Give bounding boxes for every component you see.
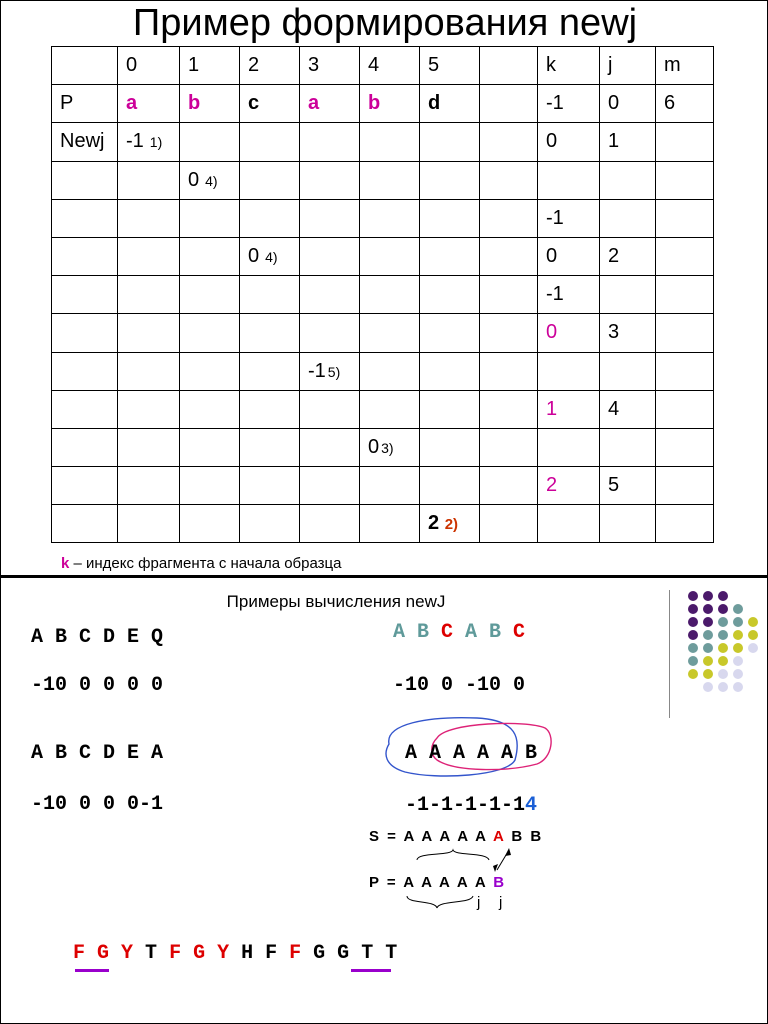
decorative-dot <box>718 643 728 653</box>
j-value: 4 <box>600 390 656 428</box>
sequence-letter: H <box>241 942 266 965</box>
k-value: -1 <box>538 276 600 314</box>
pattern-part: C <box>441 621 454 644</box>
decorative-dot <box>703 604 713 614</box>
decorative-dot <box>703 682 713 692</box>
sequence-letter: G <box>97 942 122 965</box>
decorative-dot <box>733 630 743 640</box>
slide-examples <box>0 576 768 1024</box>
newj-cell <box>360 428 420 466</box>
table-row <box>52 352 714 390</box>
table-row <box>52 199 714 237</box>
divider <box>669 590 670 718</box>
newj-table <box>51 46 714 543</box>
decorative-dot <box>748 630 758 640</box>
sequence-letter: T <box>361 942 386 965</box>
newj-cell <box>240 237 300 275</box>
j-value: 3 <box>600 314 656 352</box>
pattern-part: A B <box>393 621 442 644</box>
decorative-dot <box>718 617 728 627</box>
example1-values: -10 0 0 0 0 <box>31 674 164 697</box>
decorative-dot <box>688 643 698 653</box>
sequence-letter: F <box>169 942 194 965</box>
pattern-char: c <box>240 85 300 123</box>
decorative-dot <box>718 669 728 679</box>
p-line-part: B <box>493 874 507 891</box>
header-cell: j <box>600 47 656 85</box>
decorative-dot <box>733 656 743 666</box>
example3-values: -10 0 0 0-1 <box>31 793 164 816</box>
sequence-letter: G <box>313 942 338 965</box>
header-cell: k <box>538 47 600 85</box>
decorative-dot <box>718 591 728 601</box>
decorative-dot <box>733 643 743 653</box>
newj-cell <box>420 505 480 543</box>
legend-note <box>61 555 341 572</box>
table-row <box>52 428 714 466</box>
pattern-char: a <box>118 85 180 123</box>
decorative-dot <box>688 656 698 666</box>
pattern-char: b <box>180 85 240 123</box>
header-cell: 1 <box>180 47 240 85</box>
decorative-dot <box>703 591 713 601</box>
slide-title: Примеры вычисления newJ <box>226 592 446 611</box>
example1-pattern: A B C D E Q <box>31 626 164 649</box>
k-value: 0 <box>538 123 600 161</box>
s-line-part: B B <box>505 828 544 845</box>
decorative-dot <box>703 630 713 640</box>
decorative-dot <box>733 669 743 679</box>
k-value: 0 <box>538 237 600 275</box>
k-value: -1 <box>538 85 600 123</box>
pattern-char: a <box>300 85 360 123</box>
table-row <box>52 276 714 314</box>
s-line-part: A <box>492 828 506 845</box>
header-cell: 0 <box>118 47 180 85</box>
pattern-char: b <box>360 85 420 123</box>
header-cell: 2 <box>240 47 300 85</box>
m-value: 6 <box>656 85 714 123</box>
decorative-dot <box>703 669 713 679</box>
decorative-dot <box>688 604 698 614</box>
pattern-part: C <box>513 621 526 644</box>
decorative-dot <box>688 630 698 640</box>
decorative-dot <box>703 656 713 666</box>
step-label: 4) <box>265 249 278 266</box>
pattern-part: A B <box>453 621 514 644</box>
j-value: 5 <box>600 467 656 505</box>
slide-title: Пример формирования newj <box>132 2 638 44</box>
header-cell: 4 <box>360 47 420 85</box>
sequence-letter: Y <box>217 942 242 965</box>
newj-value: 2 <box>428 512 440 535</box>
step-label: 4) <box>205 172 218 189</box>
newj-value: 0 <box>368 435 380 458</box>
header-cell: m <box>656 47 714 85</box>
decorative-dot <box>688 669 698 679</box>
decorative-dots <box>685 590 768 702</box>
row-label: Newj <box>52 123 118 161</box>
pattern-char: d <box>420 85 480 123</box>
example4-values <box>405 794 537 817</box>
newj-cell <box>300 352 360 390</box>
decorative-dot <box>748 617 758 627</box>
newj-value: 0 <box>248 245 260 268</box>
decorative-dot <box>718 630 728 640</box>
decorative-dot <box>733 604 743 614</box>
sequence-letter: G <box>193 942 218 965</box>
sequence-letter: F <box>73 942 98 965</box>
table-row <box>52 314 714 352</box>
newj-value: -1 <box>308 359 326 382</box>
newj-value: 0 <box>188 168 200 191</box>
s-line-part: S = A A A A A <box>369 828 493 845</box>
decorative-dot <box>703 617 713 627</box>
k-value: 0 <box>538 314 600 352</box>
p-line <box>369 874 506 891</box>
decorative-dot <box>733 682 743 692</box>
decorative-dot <box>718 604 728 614</box>
j-value: 1 <box>600 123 656 161</box>
step-label: 2) <box>444 516 459 534</box>
newj-cell <box>118 123 180 161</box>
decorative-dot <box>688 617 698 627</box>
sequence-letter: T <box>145 942 170 965</box>
table-row <box>52 123 714 161</box>
j-label: j <box>477 894 481 911</box>
j-value: 0 <box>600 85 656 123</box>
step-label: 5) <box>327 363 341 380</box>
newj-value: -1 <box>126 130 144 153</box>
values-part: 4 <box>525 794 538 817</box>
example2-values: -10 0 -10 0 <box>393 674 526 697</box>
row-label: P <box>52 85 118 123</box>
decorative-dot <box>748 643 758 653</box>
s-line <box>369 828 543 845</box>
table-row-header <box>52 47 714 85</box>
example2-pattern <box>393 621 525 644</box>
sequence-letter: T <box>385 942 398 965</box>
underline-2 <box>351 969 391 972</box>
decorative-dot <box>703 643 713 653</box>
newj-cell <box>180 161 240 199</box>
sequence-letter: Y <box>121 942 146 965</box>
table-row-pattern <box>52 85 714 123</box>
sequence-letter: F <box>265 942 290 965</box>
bottom-sequence <box>73 942 397 965</box>
underline-1 <box>75 969 109 972</box>
values-part: -1-1-1-1-1 <box>405 794 526 817</box>
table-row <box>52 237 714 275</box>
note-text: – индекс фрагмента с начала образца <box>69 555 342 572</box>
table-row <box>52 161 714 199</box>
step-label: 3) <box>381 439 394 456</box>
k-value: -1 <box>538 199 600 237</box>
header-cell: 5 <box>420 47 480 85</box>
note-k: k <box>61 555 70 572</box>
example3-pattern: A B C D E A <box>31 742 164 765</box>
sequence-letter: G <box>337 942 362 965</box>
table-cell <box>480 85 538 123</box>
example4-pattern: A A A A A B <box>405 742 538 765</box>
table-row <box>52 505 714 543</box>
table-row <box>52 390 714 428</box>
j-value: 2 <box>600 237 656 275</box>
p-line-part: P = A A A A A <box>369 874 494 891</box>
decorative-dot <box>718 656 728 666</box>
step-label: 1) <box>149 134 163 151</box>
table-row <box>52 467 714 505</box>
decorative-dot <box>733 617 743 627</box>
header-cell <box>480 47 538 85</box>
decorative-dot <box>688 591 698 601</box>
j-label: j <box>499 894 503 911</box>
header-cell <box>52 47 118 85</box>
k-value: 1 <box>538 390 600 428</box>
k-value: 2 <box>538 467 600 505</box>
header-cell: 3 <box>300 47 360 85</box>
decorative-dot <box>718 682 728 692</box>
sequence-letter: F <box>289 942 314 965</box>
